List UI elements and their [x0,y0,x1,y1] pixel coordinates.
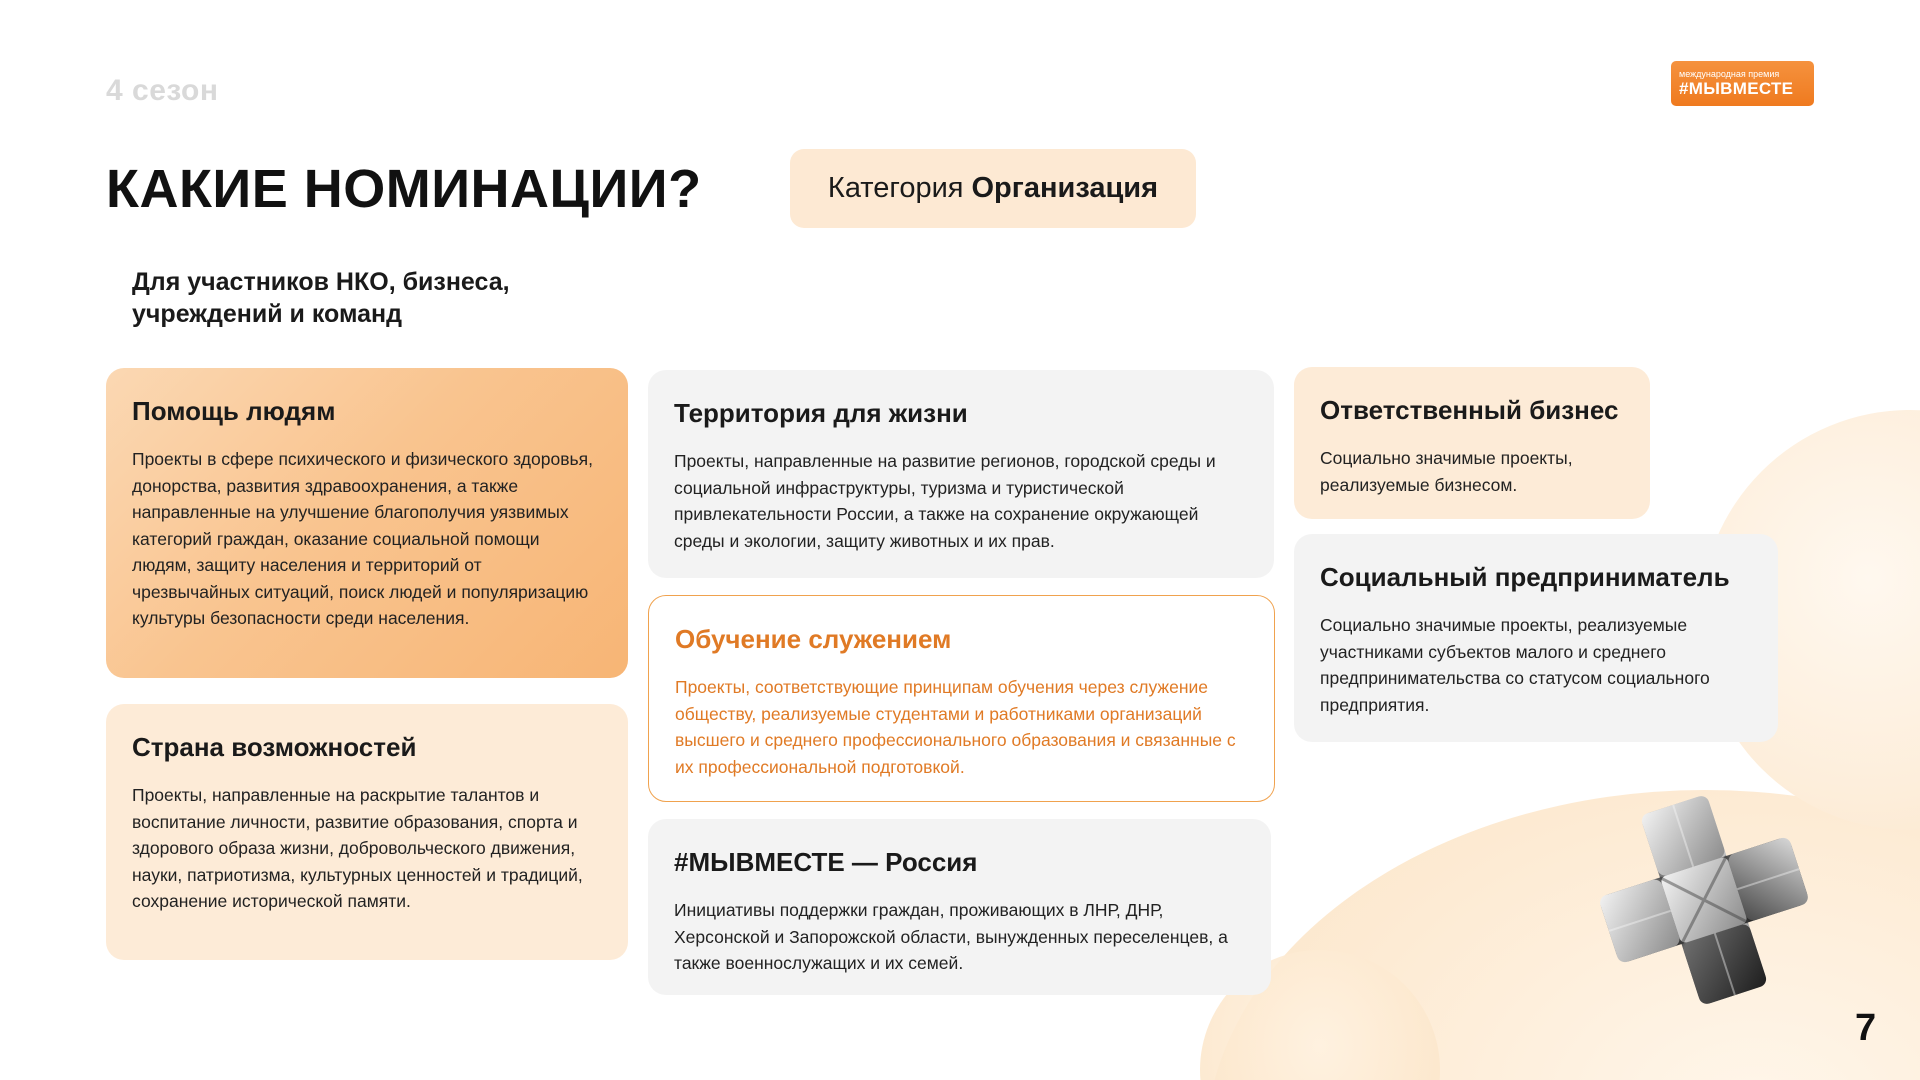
nomination-description: Социально значимые проекты, реализуемые участниками субъектов малого и среднего предпринимательства со статусом социального предприятия. [1320,615,1710,715]
category-label: Категория [827,172,964,204]
nomination-card-responsible-business [1294,367,1650,519]
nomination-title: Социальный предприниматель [1320,562,1730,592]
subtitle-line: Для участников НКО, бизнеса, [132,268,510,296]
category-badge [790,149,1196,228]
nomination-title: Территория для жизни [674,398,968,428]
logo-name: #МЫВМЕСТЕ [1679,79,1794,98]
page-number: 7 [1855,1007,1877,1049]
nomination-card-territory [648,370,1274,578]
nomination-description: Инициативы поддержки граждан, проживающих в ЛНР, ДНР, Херсонской и Запорожской области, вынужденных переселенцев, а также военнослужащих и их семей. [674,900,1228,973]
season-label: 4 сезон [106,74,219,107]
nomination-card-help-people [106,368,628,678]
nomination-title: Помощь людям [132,396,336,426]
page-title: КАКИЕ НОМИНАЦИИ? [106,159,702,219]
nomination-title: Ответственный бизнес [1320,395,1619,425]
nomination-description: Проекты в сфере психического и физического здоровья, донорства, развития здравоохранения, а также направленные на улучшение благополучия уязвимых категорий граждан, оказание социальной помощи людям, защиту населения и территорий от чрезвычайных ситуаций, поиск людей и популяризацию культуры безопасности среди населения. [132,449,593,628]
category-value: Организация [971,172,1159,204]
nomination-description: Проекты, направленные на развитие регионов, городской среды и социальной инфраструктуры, туризма и туристической привлекательности России, а также на сохранение окружающей среды и экологии, защиту животных и их прав. [674,451,1216,551]
silver-3d-cross-icon [1584,780,1824,1020]
logo-subtitle: международная премия [1679,69,1780,79]
nomination-description: Проекты, соответствующие принципам обучения через служение обществу, реализуемые студентами и работниками организаций высшего и среднего профессионального образования и связанные с их профессиональной подготовкой. [675,677,1236,777]
audience-subtitle [132,266,592,330]
nomination-title: Обучение служением [675,624,952,654]
nomination-title: #МЫВМЕСТЕ — Россия [674,847,978,877]
nomination-title: Страна возможностей [132,732,417,762]
nomination-description: Проекты, направленные на раскрытие талантов и воспитание личности, развитие образования, спорта и здорового образа жизни, добровольческого движения, науки, патриотизма, культурных ценностей и традиций, сохранение исторической памяти. [132,785,583,911]
subtitle-line: учреждений и команд [132,300,403,328]
nomination-card-opportunities [106,704,628,960]
nomination-card-service-learning [648,595,1275,802]
nomination-description: Социально значимые проекты, реализуемые бизнесом. [1320,448,1573,495]
nomination-card-social-entrepreneur [1294,534,1778,742]
award-logo [1671,61,1814,106]
nomination-card-myvmeste-russia [648,819,1271,995]
